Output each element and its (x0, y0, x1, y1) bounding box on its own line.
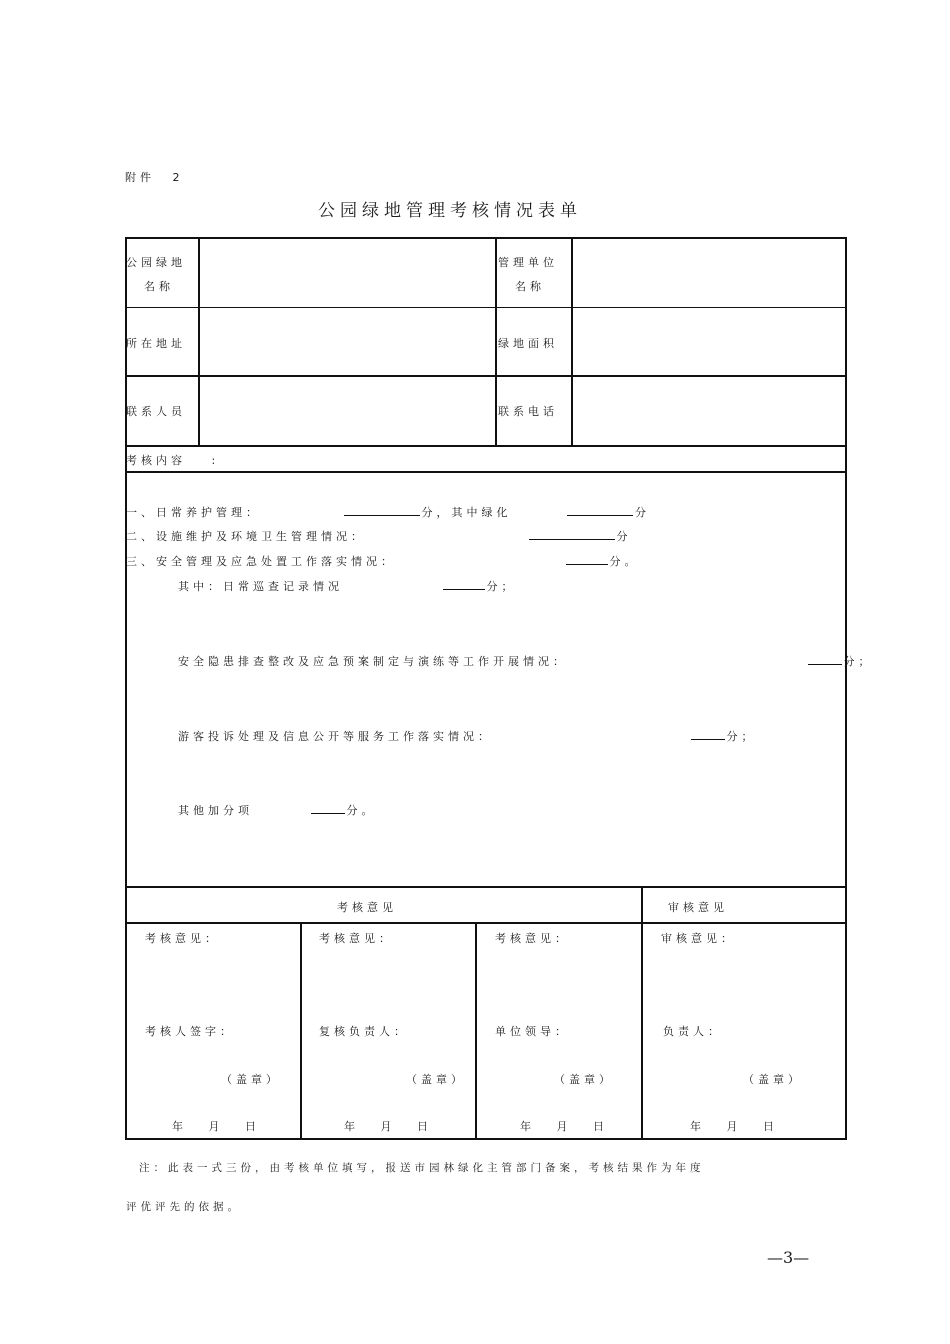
park-name-field[interactable] (200, 239, 494, 306)
item4-end: 分。 (346, 804, 377, 817)
table-line (125, 471, 847, 473)
date-month: 月 (380, 1120, 392, 1133)
col2-opinion: 考核意见： (319, 932, 394, 945)
table-line (300, 922, 302, 1140)
content-heading-colon: : (211, 454, 220, 467)
col1-opinion: 考核意见： (145, 932, 220, 945)
item3-end: 分； (726, 730, 757, 743)
date-year: 年 (344, 1120, 355, 1133)
score-blank[interactable] (529, 528, 615, 540)
table-line (125, 307, 847, 308)
assessment-header: 考核意见 (337, 901, 397, 914)
phone-label: 联系电话 (498, 405, 558, 418)
score-blank[interactable] (808, 653, 842, 665)
table-line (125, 1138, 847, 1140)
score-blank[interactable] (691, 728, 725, 740)
phone-field[interactable] (573, 377, 844, 444)
date-day: 日 (593, 1120, 604, 1133)
manager-name-label-2: 名称 (515, 280, 545, 293)
col2-seal: （盖章） (406, 1073, 466, 1086)
item3-text: 游客投诉处理及信息公开等服务工作落实情况： (178, 730, 493, 743)
content-line-1 (126, 504, 650, 520)
col3-seal: （盖章） (554, 1073, 614, 1086)
date-month: 月 (726, 1120, 738, 1133)
content-line-3 (126, 553, 640, 569)
date-year: 年 (172, 1120, 183, 1133)
table-line (641, 886, 643, 1140)
content-heading (126, 452, 219, 468)
col4-signer: 负责人： (663, 1025, 723, 1038)
line1-end: 分 (635, 506, 650, 519)
item2-text: 安全隐患排查整改及应急预案制定与演练等工作开展情况： (178, 655, 568, 668)
content-item-1 (178, 578, 517, 594)
form-title: 公园绿地管理考核情况表单 (318, 201, 582, 221)
park-name-label-2: 名称 (144, 280, 174, 293)
manager-name-field[interactable] (573, 239, 844, 306)
area-label: 绿地面积 (498, 337, 558, 350)
item1-end: 分； (486, 580, 517, 593)
contact-field[interactable] (200, 377, 494, 444)
line3-prefix: 三、安全管理及应急处置工作落实情况： (126, 555, 396, 568)
item1-text: 其中：日常巡查记录情况 (178, 580, 343, 593)
line2-end: 分 (616, 530, 632, 543)
page-number: —3— (767, 1248, 810, 1267)
col3-signer: 单位领导： (495, 1025, 570, 1038)
col1-signer: 考核人签字： (145, 1025, 235, 1038)
col4-seal: （盖章） (743, 1073, 803, 1086)
col1-seal: （盖章） (221, 1073, 281, 1086)
attachment-number: 2 (172, 171, 184, 184)
score-blank[interactable] (566, 553, 608, 565)
col2-date (344, 1118, 428, 1134)
date-day: 日 (417, 1120, 428, 1133)
item2-end: 分； (843, 655, 874, 668)
address-label: 所在地址 (126, 337, 186, 350)
address-field[interactable] (200, 309, 494, 374)
line1-mid: 分，其中绿化 (421, 506, 512, 519)
col4-opinion: 审核意见： (661, 932, 736, 945)
table-line (125, 922, 847, 924)
area-field[interactable] (573, 309, 844, 374)
content-item-2 (178, 653, 874, 669)
manager-name-label: 管理单位 (498, 256, 558, 269)
line1-prefix: 一、日常养护管理： (126, 506, 261, 519)
content-line-2 (126, 528, 632, 544)
date-month: 月 (556, 1120, 568, 1133)
score-blank[interactable] (443, 578, 485, 590)
date-day: 日 (245, 1120, 256, 1133)
date-month: 月 (208, 1120, 220, 1133)
content-item-4 (178, 802, 377, 818)
table-line (495, 237, 497, 446)
review-header: 审核意见 (668, 901, 728, 914)
score-blank[interactable] (311, 802, 345, 814)
score-blank[interactable] (567, 504, 633, 516)
col3-opinion: 考核意见： (495, 932, 570, 945)
date-year: 年 (690, 1120, 701, 1133)
item4-text: 其他加分项 (178, 804, 253, 817)
content-item-3 (178, 728, 757, 744)
content-heading-text: 考核内容 (126, 454, 186, 467)
footnote-line-2: 评优评先的依据。 (126, 1201, 242, 1213)
line3-end: 分。 (609, 555, 640, 568)
date-year: 年 (520, 1120, 531, 1133)
table-line (475, 922, 477, 1140)
table-line (125, 237, 127, 1140)
col2-signer: 复核负责人： (319, 1025, 409, 1038)
table-line (125, 445, 847, 447)
col1-date (172, 1118, 256, 1134)
contact-label: 联系人员 (126, 405, 186, 418)
line2-prefix: 二、设施维护及环境卫生管理情况： (126, 530, 366, 543)
col4-date (690, 1118, 774, 1134)
col3-date (520, 1118, 604, 1134)
score-blank[interactable] (344, 504, 420, 516)
table-line (125, 886, 847, 888)
table-line (845, 237, 847, 1140)
date-day: 日 (763, 1120, 774, 1133)
attachment-label-text: 附件 (125, 171, 155, 184)
park-name-label: 公园绿地 (126, 256, 186, 269)
footnote-line-1: 注：此表一式三份，由考核单位填写，报送市园林绿化主管部门备案，考核结果作为年度 (139, 1162, 705, 1174)
attachment-label (125, 169, 184, 185)
